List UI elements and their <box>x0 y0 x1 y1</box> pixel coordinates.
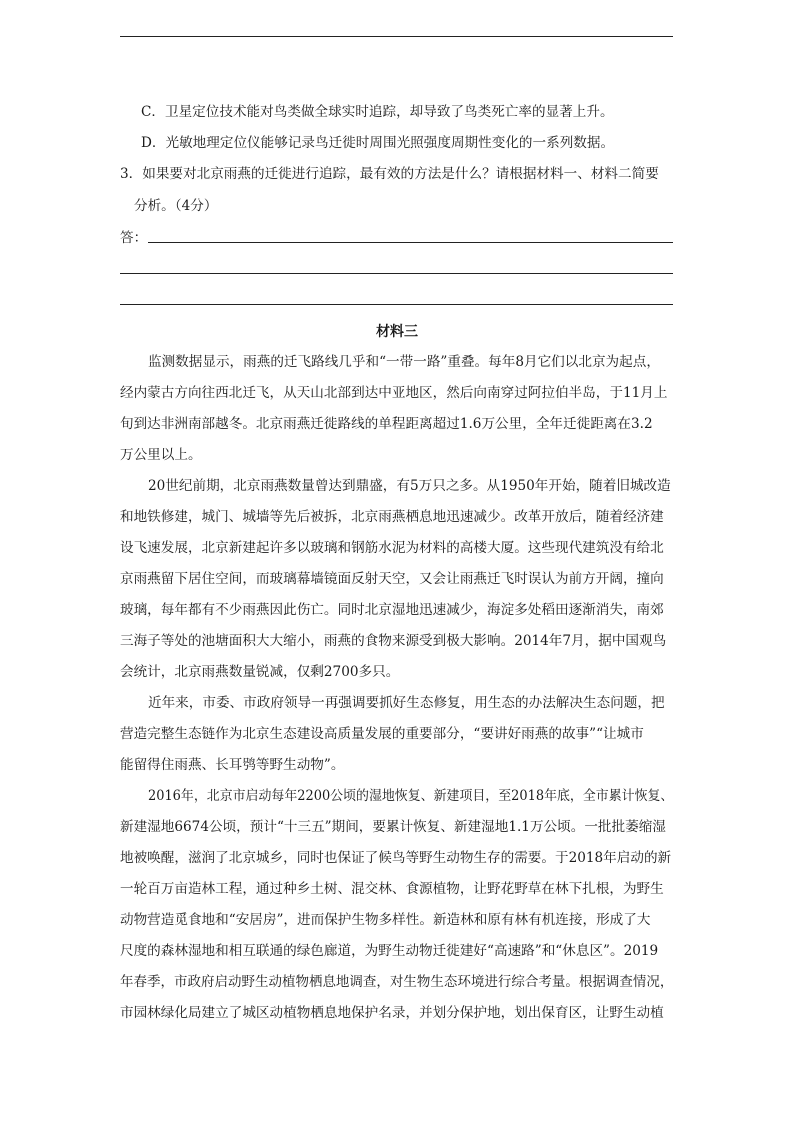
paragraph-line: 会统计，北京雨燕数量锐减，仅剩2700多只。 <box>120 664 400 680</box>
paragraph-line: 京雨燕留下居住空间，而玻璃幕墙镜面反射天空，又会让雨燕迁飞时误认为前方开阔，撞向 <box>120 571 664 587</box>
paragraph-line: 地被唤醒，滋润了北京城乡，同时也保证了候鸟等野生动物生存的需要。于2018年启动的新 <box>120 850 672 866</box>
paragraph-line: 和地铁修建，城门、城墙等先后被拆，北京雨燕栖息地迅速减少。改革开放后，随着经济建 <box>120 509 664 525</box>
paragraph-line: 动物营造觅食地和“安居房”，进而保护生物多样性。新造林和原有林有机连接，形成了大 <box>120 912 651 928</box>
paragraph-line: 新建湿地6674公顷，预计“十三五”期间，要累计恢复、新建湿地1.1万公顷。一批批萎缩湿 <box>120 819 666 835</box>
paragraph-line: 经内蒙古方向往西北迁飞，从天山北部到达中亚地区，然后向南穿过阿拉伯半岛，于11月上 <box>120 385 668 401</box>
paragraph-line: 旬到达非洲南部越冬。北京雨燕迁徙路线的单程距离超过1.6万公里，全年迁徙距离在3.2 <box>120 416 653 432</box>
paragraph-line: 监测数据显示，雨燕的迁飞路线几乎和“一带一路”重叠。每年8月它们以北京为起点， <box>148 354 660 370</box>
paragraph-line: 三海子等处的池塘面积大大缩小，雨燕的食物来源受到极大影响。2014年7月，据中国观鸟 <box>120 633 667 649</box>
paragraph-line: 设飞速发展，北京新建起许多以玻璃和钢筋水泥为材料的高楼大厦。这些现代建筑没有给北 <box>120 540 664 556</box>
paragraph-line: 市园林绿化局建立了城区动植物栖息地保护名录，并划分保护地，划出保育区，让野生动植 <box>120 1005 664 1021</box>
material-3-title: 材料三 <box>376 324 418 340</box>
paragraph-line: 万公里以上。 <box>120 447 202 463</box>
paragraph-line: 营造完整生态链作为北京生态建设高质量发展的重要部分，“要讲好雨燕的故事”“让城市 <box>120 726 644 742</box>
paragraph-line: 20世纪前期，北京雨燕数量曾达到鼎盛，有5万只之多。从1950年开始，随着旧城改造 <box>148 478 671 494</box>
paragraph-line: 2016年，北京市启动每年2200公顷的湿地恢复、新建项目，至2018年底，全市累计恢复、 <box>148 788 674 804</box>
paragraph-line: 尺度的森林湿地和相互联通的绿色廊道，为野生动物迁徙建好“高速路”和“休息区”。2019 <box>120 943 659 959</box>
question-3-line-2: 分析。（4分） <box>134 198 218 214</box>
answer-label: 答： <box>120 230 148 246</box>
paragraph-line: 能留得住雨燕、长耳鸮等野生动物”。 <box>120 757 345 773</box>
paragraph-line: 玻璃，每年都有不少雨燕因此伤亡。同时北京湿地迅速减少，海淀多处稻田逐渐消失，南郊 <box>120 602 664 618</box>
answer-line-2[interactable] <box>120 273 673 274</box>
header-rule <box>120 36 673 37</box>
paragraph-line: 一轮百万亩造林工程，通过种乡土树、混交林、食源植物，让野花野草在林下扎根，为野生 <box>120 881 664 897</box>
answer-line-3[interactable] <box>120 304 673 305</box>
question-3-line-1: 3．如果要对北京雨燕的迁徙进行追踪，最有效的方法是什么？请根据材料一、材料二简要 <box>120 166 659 182</box>
option-c: C．卫星定位技术能对鸟类做全球实时追踪，却导致了鸟类死亡率的显著上升。 <box>141 104 614 120</box>
answer-line-1[interactable] <box>148 242 673 243</box>
paragraph-line: 近年来，市委、市政府领导一再强调要抓好生态修复，用生态的办法解决生态问题，把 <box>148 695 665 711</box>
paragraph-line: 年春季，市政府启动野生动植物栖息地调查，对生物生态环境进行综合考量。根据调查情况， <box>120 974 674 990</box>
option-d: D．光敏地理定位仪能够记录鸟迁徙时周围光照强度周期性变化的一系列数据。 <box>141 135 615 151</box>
